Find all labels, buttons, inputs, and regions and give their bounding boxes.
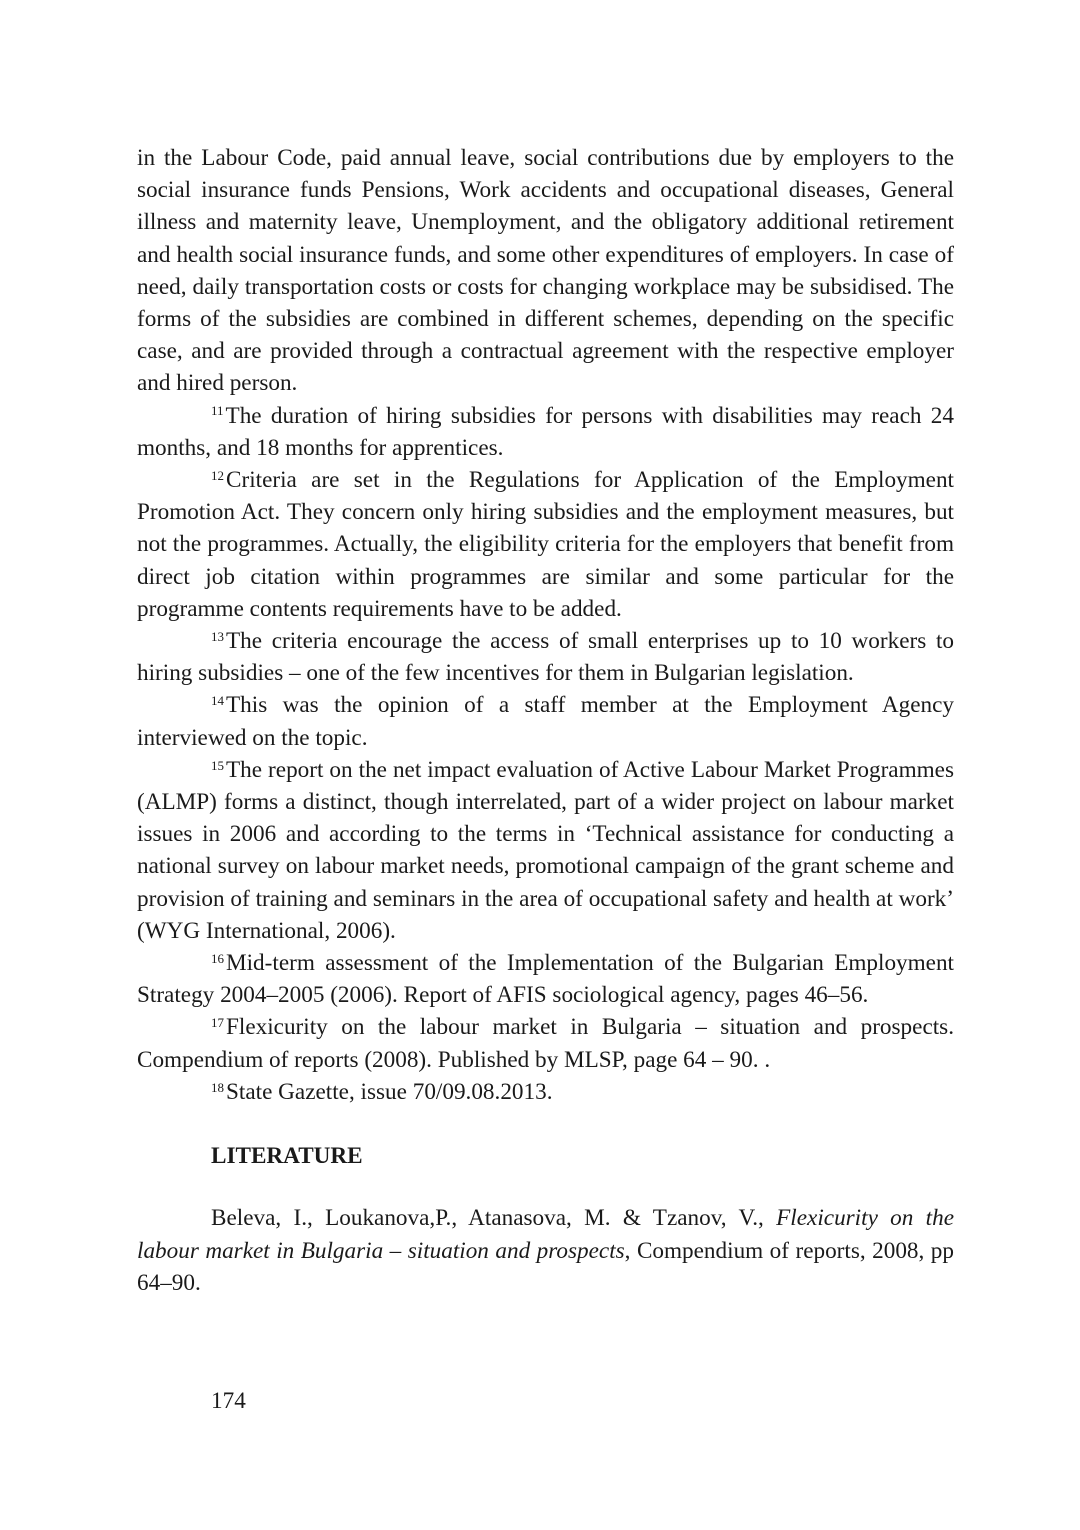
body-paragraph: in the Labour Code, paid annual leave, social contributions due by employers to the social insurance funds Pensions, Work accidents and occupational diseases, General illness and maternity leave, Unemployment, and the obligatory additional retirement and health social insurance funds, and some other expenditures of employers. In case of need, daily transportation costs or costs for changing workplace may be subsidised. The forms of the subsidies are combined in different schemes, depending on the specific case, and are provided through a contractual agreement with the respective employer and hired person. [137, 145, 954, 397]
endnote-number: 18 [211, 1079, 224, 1095]
endnote-14 [137, 689, 954, 753]
endnote-text: The criteria encourage the access of small enterprises up to 10 workers to hiring subsidies – one of the few incentives for them in Bulgarian legislation. [137, 628, 954, 687]
endnote-text: Criteria are set in the Regulations for Application of the Employment Promotion Act. They concern only hiring subsidies and the employment measures, but not the programmes. Actually, the eligibility criteria for the employers that benefit from direct job citation within programmes are similar and some particular for the programme contents requirements have to be added. [137, 467, 954, 622]
page-content [137, 142, 954, 1299]
page-number: 174 [211, 1388, 246, 1414]
endnote-text: Flexicurity on the labour market in Bulgaria – situation and prospects. Compendium of reports (2008). Published by MLSP, page 64 – 90. . [137, 1014, 954, 1073]
endnote-number: 14 [211, 693, 224, 709]
endnote-number: 16 [211, 950, 224, 966]
literature-heading: LITERATURE [211, 1143, 363, 1170]
endnote-13 [137, 625, 954, 689]
endnote-16 [137, 947, 954, 1011]
endnote-17 [137, 1011, 954, 1075]
endnote-number: 13 [211, 628, 224, 644]
endnote-text: State Gazette, issue 70/09.08.2013. [226, 1078, 553, 1105]
endnote-text: Mid-term assessment of the Implementation of the Bulgarian Employment Strategy 2004–2005 (2006). Report of AFIS sociological agency, pages 46–56. [137, 950, 954, 1009]
endnote-text: This was the opinion of a staff member at the Employment Agency interviewed on the topic. [137, 692, 954, 751]
endnote-18 [137, 1076, 954, 1108]
endnote-15 [137, 754, 954, 947]
endnote-text: The duration of hiring subsidies for persons with disabilities may reach 24 months, and 18 months for apprentices. [137, 402, 954, 461]
endnote-number: 15 [211, 757, 224, 773]
literature-details: , Compendium of reports, 2008, pp 64–90. [137, 1237, 954, 1296]
endnote-number: 17 [211, 1015, 224, 1031]
literature-entry [137, 1202, 954, 1299]
endnote-11 [137, 400, 954, 464]
literature-authors: Beleva, I., Loukanova,P., Atanasova, M. & Tzanov, V., [211, 1205, 777, 1232]
endnote-number: 12 [211, 467, 224, 483]
endnote-number: 11 [211, 403, 224, 419]
literature-title: Flexicurity on the labour market in Bulgaria – situation and prospects [137, 1205, 954, 1264]
endnote-text: The report on the net impact evaluation of Active Labour Market Programmes (ALMP) forms a distinct, though interrelated, part of a wider project on labour market issues in 2006 and according to the terms in ‘Technical assistance for conducting a national survey on labour market needs, promotional campaign of the grant scheme and provision of training and seminars in the area of occupational safety and health at work’ (WYG International, 2006). [137, 756, 954, 944]
endnote-12 [137, 464, 954, 625]
